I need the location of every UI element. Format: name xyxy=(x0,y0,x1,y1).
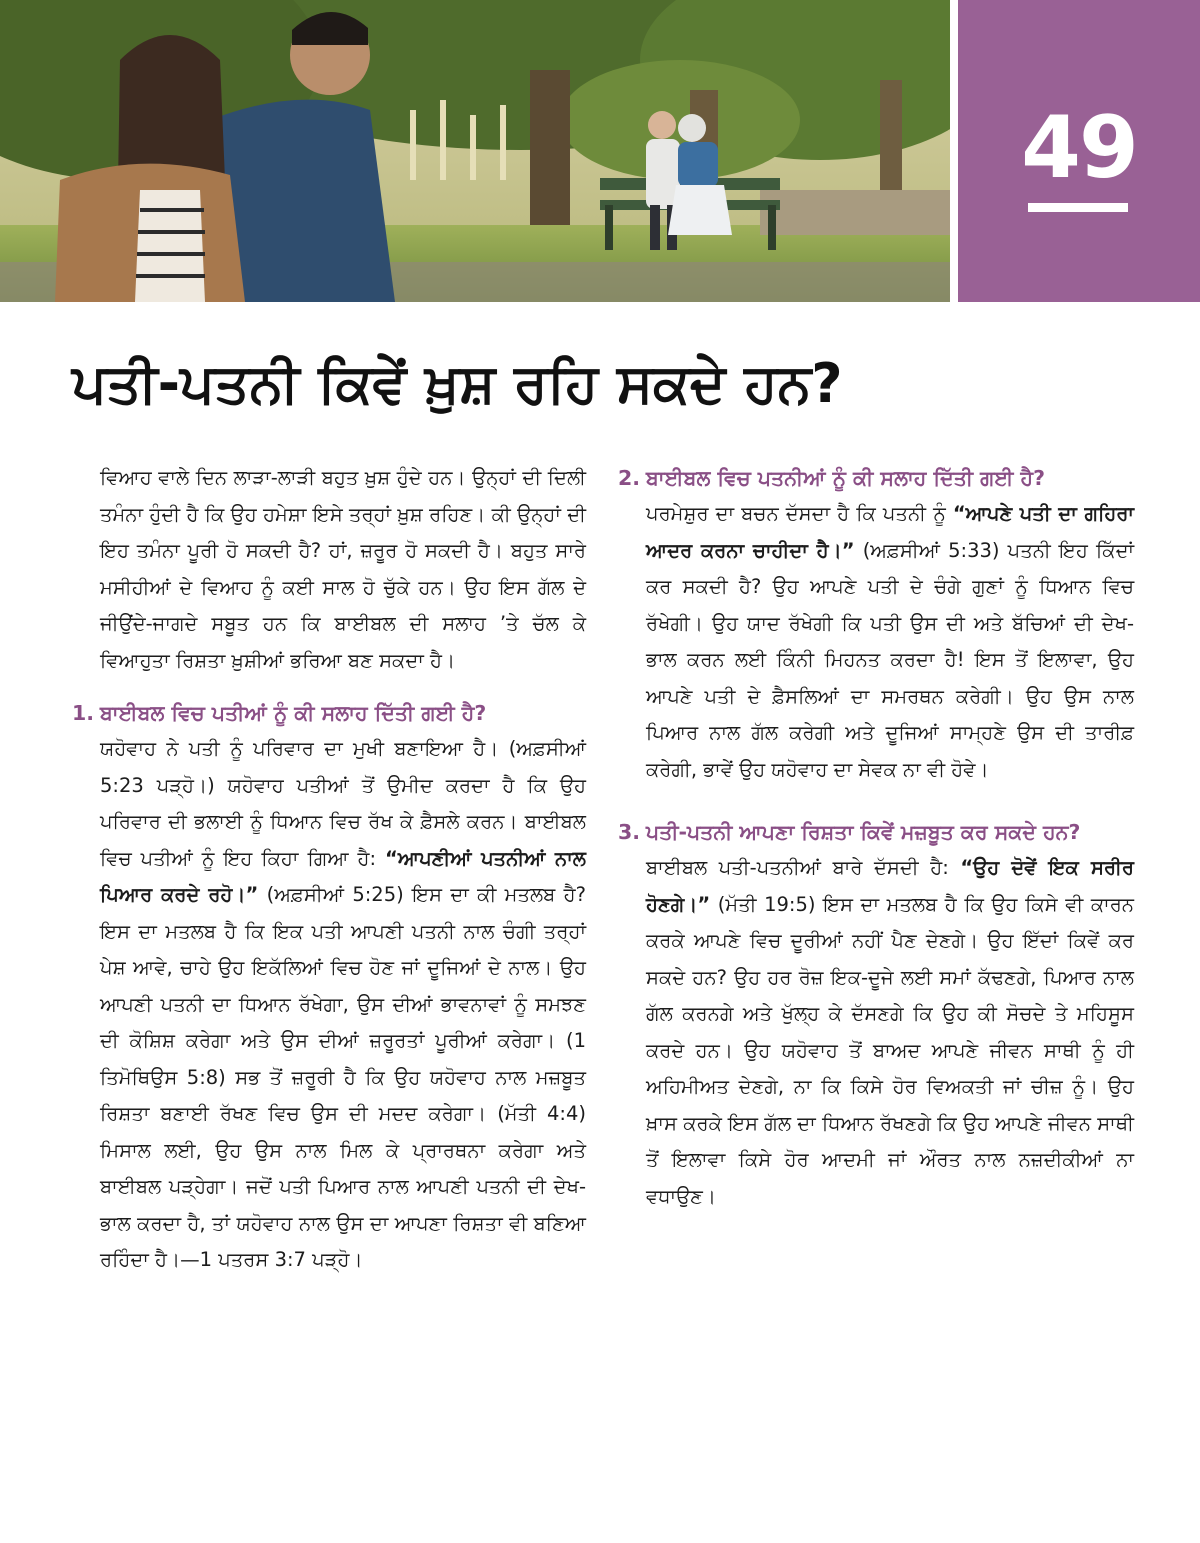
lesson-number: 49 xyxy=(1021,98,1137,198)
answer-1-quote: “ਆਪਣੀਆਂ ਪਤਨੀਆਂ ਨਾਲ ਪਿਆਰ ਕਰਦੇ ਰਹੋ।” xyxy=(100,846,586,906)
question-2-number: 2. xyxy=(618,466,641,490)
answer-2-paragraph xyxy=(646,496,1134,788)
question-2-text: ਬਾਈਬਲ ਵਿਚ ਪਤਨੀਆਂ ਨੂੰ ਕੀ ਸਲਾਹ ਦਿੱਤੀ ਗਈ ਹੈ? xyxy=(646,466,1046,490)
question-3-number: 3. xyxy=(618,820,641,844)
header-photo xyxy=(0,0,950,302)
answer-3-text-a: ਬਾਈਬਲ ਪਤੀ-ਪਤਨੀਆਂ ਬਾਰੇ ਦੱਸਦੀ ਹੈ: xyxy=(646,856,961,879)
answer-3-text-b: (ਮੱਤੀ 19:5) ਇਸ ਦਾ ਮਤਲਬ ਹੈ ਕਿ ਉਹ ਕਿਸੇ ਵੀ ਕਾਰਨ ਕਰਕੇ ਆਪਣੇ ਵਿਚ ਦੂਰੀਆਂ ਨਹੀਂ ਪੈਣ ਦੇਣਗੇ। ਉਹ ਇੱਦਾਂ ਕਿਵੇਂ ਕਰ ਸਕਦੇ ਹਨ? ਉਹ ਹਰ ਰੋਜ਼ ਇਕ-ਦੂਜੇ ਲਈ ਸਮਾਂ ਕੱਢਣਗੇ, ਪਿਆਰ ਨਾਲ ਗੱਲ ਕਰਨਗੇ ਅਤੇ ਖੁੱਲ੍ਹ ਕੇ ਦੱਸਣਗੇ ਕਿ ਉਹ ਕੀ ਸੋਚਦੇ ਤੇ ਮਹਿਸੂਸ ਕਰਦੇ ਹਨ। ਉਹ ਯਹੋਵਾਹ ਤੋਂ ਬਾਅਦ ਆਪਣੇ ਜੀਵਨ ਸਾਥੀ ਨੂੰ ਹੀ ਅਹਿਮੀਅਤ ਦੇਣਗੇ, ਨਾ ਕਿ ਕਿਸੇ ਹੋਰ ਵਿਅਕਤੀ ਜਾਂ ਚੀਜ਼ ਨੂੰ। ਉਹ ਖ਼ਾਸ ਕਰਕੇ ਇਸ ਗੱਲ ਦਾ ਧਿਆਨ ਰੱਖਣਗੇ ਕਿ ਉਹ ਆਪਣੇ ਜੀਵਨ ਸਾਥੀ ਤੋਂ ਇਲਾਵਾ ਕਿਸੇ ਹੋਰ ਆਦਮੀ ਜਾਂ ਔਰਤ ਨਾਲ ਨਜ਼ਦੀਕੀਆਂ ਨਾ ਵਧਾਉਣ। xyxy=(646,892,1134,1208)
intro-paragraph: ਵਿਆਹ ਵਾਲੇ ਦਿਨ ਲਾੜਾ-ਲਾੜੀ ਬਹੁਤ ਖ਼ੁਸ਼ ਹੁੰਦੇ ਹਨ। ਉਨ੍ਹਾਂ ਦੀ ਦਿਲੀ ਤਮੰਨਾ ਹੁੰਦੀ ਹੈ ਕਿ ਉਹ ਹਮੇਸ਼ਾ ਇਸੇ ਤਰ੍ਹਾਂ ਖ਼ੁਸ਼ ਰਹਿਣ। ਕੀ ਉਨ੍ਹਾਂ ਦੀ ਇਹ ਤਮੰਨਾ ਪੂਰੀ ਹੋ ਸਕਦੀ ਹੈ? ਹਾਂ, ਜ਼ਰੂਰ ਹੋ ਸਕਦੀ ਹੈ। ਬਹੁਤ ਸਾਰੇ ਮਸੀਹੀਆਂ ਦੇ ਵਿਆਹ ਨੂੰ ਕਈ ਸਾਲ ਹੋ ਚੁੱਕੇ ਹਨ। ਉਹ ਇਸ ਗੱਲ ਦੇ ਜੀਉਂਦੇ-ਜਾਗਦੇ ਸਬੂਤ ਹਨ ਕਿ ਬਾਈਬਲ ਦੀ ਸਲਾਹ ’ਤੇ ਚੱਲ ਕੇ ਵਿਆਹੁਤਾ ਰਿਸ਼ਤਾ ਖ਼ੁਸ਼ੀਆਂ ਭਰਿਆ ਬਣ ਸਕਦਾ ਹੈ। xyxy=(100,466,586,672)
answer-2-text-b: (ਅਫ਼ਸੀਆਂ 5:33) ਪਤਨੀ ਇਹ ਕਿੱਦਾਂ ਕਰ ਸਕਦੀ ਹੈ? ਉਹ ਆਪਣੇ ਪਤੀ ਦੇ ਚੰਗੇ ਗੁਣਾਂ ਨੂੰ ਧਿਆਨ ਵਿਚ ਰੱਖੇਗੀ। ਉਹ ਯਾਦ ਰੱਖੇਗੀ ਕਿ ਪਤੀ ਉਸ ਦੀ ਅਤੇ ਬੱਚਿਆਂ ਦੀ ਦੇਖ-ਭਾਲ ਕਰਨ ਲਈ ਕਿੰਨੀ ਮਿਹਨਤ ਕਰਦਾ ਹੈ! ਇਸ ਤੋਂ ਇਲਾਵਾ, ਉਹ ਆਪਣੇ ਪਤੀ ਦੇ ਫ਼ੈਸਲਿਆਂ ਦਾ ਸਮਰਥਨ ਕਰੇਗੀ। ਉਹ ਉਸ ਨਾਲ ਪਿਆਰ ਨਾਲ ਗੱਲ ਕਰੇਗੀ ਅਤੇ ਦੂਜਿਆਂ ਸਾਮ੍ਹਣੇ ਉਸ ਦੀ ਤਾਰੀਫ਼ ਕਰੇਗੀ, ਭਾਵੇਂ ਉਹ ਯਹੋਵਾਹ ਦਾ ਸੇਵਕ ਨਾ ਵੀ ਹੋਵੇ। xyxy=(646,538,1134,781)
answer-1-paragraph xyxy=(100,731,586,1279)
answer-3-quote: “ਉਹ ਦੋਵੇਂ ਇਕ ਸਰੀਰ ਹੋਣਗੇ।” xyxy=(646,856,1134,916)
question-1 xyxy=(72,695,586,731)
answer-1-text-b: (ਅਫ਼ਸੀਆਂ 5:25) ਇਸ ਦਾ ਕੀ ਮਤਲਬ ਹੈ? ਇਸ ਦਾ ਮਤਲਬ ਹੈ ਕਿ ਇਕ ਪਤੀ ਆਪਣੀ ਪਤਨੀ ਨਾਲ ਚੰਗੀ ਤਰ੍ਹਾਂ ਪੇਸ਼ ਆਵੇ, ਚਾਹੇ ਉਹ ਇਕੱਲਿਆਂ ਵਿਚ ਹੋਣ ਜਾਂ ਦੂਜਿਆਂ ਦੇ ਨਾਲ। ਉਹ ਆਪਣੀ ਪਤਨੀ ਦਾ ਧਿਆਨ ਰੱਖੇਗਾ, ਉਸ ਦੀਆਂ ਭਾਵਨਾਵਾਂ ਨੂੰ ਸਮਝਣ ਦੀ ਕੋਸ਼ਿਸ਼ ਕਰੇਗਾ ਅਤੇ ਉਸ ਦੀਆਂ ਜ਼ਰੂਰਤਾਂ ਪੂਰੀਆਂ ਕਰੇਗਾ। (1 ਤਿਮੋਥਿਉਸ 5:8) ਸਭ ਤੋਂ ਜ਼ਰੂਰੀ ਹੈ ਕਿ ਉਹ ਯਹੋਵਾਹ ਨਾਲ ਮਜ਼ਬੂਤ ਰਿਸ਼ਤਾ ਬਣਾਈ ਰੱਖਣ ਵਿਚ ਉਸ ਦੀ ਮਦਦ ਕਰੇਗਾ। (ਮੱਤੀ 4:4) ਮਿਸਾਲ ਲਈ, ਉਹ ਉਸ ਨਾਲ ਮਿਲ ਕੇ ਪ੍ਰਾਰਥਨਾ ਕਰੇਗਾ ਅਤੇ ਬਾਈਬਲ ਪੜ੍ਹੇਗਾ। ਜਦੋਂ ਪਤੀ ਪਿਆਰ ਨਾਲ ਆਪਣੀ ਪਤਨੀ ਦੀ ਦੇਖ-ਭਾਲ ਕਰਦਾ ਹੈ, ਤਾਂ ਯਹੋਵਾਹ ਨਾਲ ਉਸ ਦਾ ਆਪਣਾ ਰਿਸ਼ਤਾ ਵੀ ਬਣਿਆ ਰਹਿੰਦਾ ਹੈ।—1 ਪਤਰਸ 3:7 ਪੜ੍ਹੋ। xyxy=(100,883,586,1271)
question-3 xyxy=(618,814,1134,850)
question-1-text: ਬਾਈਬਲ ਵਿਚ ਪਤੀਆਂ ਨੂੰ ਕੀ ਸਲਾਹ ਦਿੱਤੀ ਗਈ ਹੈ? xyxy=(100,701,487,725)
answer-2-text-a: ਪਰਮੇਸ਼ੁਰ ਦਾ ਬਚਨ ਦੱਸਦਾ ਹੈ ਕਿ ਪਤਨੀ ਨੂੰ xyxy=(646,502,953,525)
park-couples-illustration xyxy=(0,0,950,302)
answer-3-paragraph xyxy=(646,850,1134,1215)
question-1-number: 1. xyxy=(72,701,95,725)
question-2 xyxy=(618,460,1134,496)
left-column xyxy=(72,460,586,1295)
question-3-text: ਪਤੀ-ਪਤਨੀ ਆਪਣਾ ਰਿਸ਼ਤਾ ਕਿਵੇਂ ਮਜ਼ਬੂਤ ਕਰ ਸਕਦੇ ਹਨ? xyxy=(646,820,1081,844)
lesson-number-block xyxy=(958,0,1200,302)
right-column xyxy=(618,460,1135,1231)
answer-2-quote: “ਆਪਣੇ ਪਤੀ ਦਾ ਗਹਿਰਾ ਆਦਰ ਕਰਨਾ ਚਾਹੀਦਾ ਹੈ।” xyxy=(646,502,1135,562)
lesson-number-underline xyxy=(1028,203,1128,212)
answer-1-text-a: ਯਹੋਵਾਹ ਨੇ ਪਤੀ ਨੂੰ ਪਰਿਵਾਰ ਦਾ ਮੁਖੀ ਬਣਾਇਆ ਹੈ। (ਅਫ਼ਸੀਆਂ 5:23 ਪੜ੍ਹੋ।) ਯਹੋਵਾਹ ਪਤੀਆਂ ਤੋਂ ਉਮੀਦ ਕਰਦਾ ਹੈ ਕਿ ਉਹ ਪਰਿਵਾਰ ਦੀ ਭਲਾਈ ਨੂੰ ਧਿਆਨ ਵਿਚ ਰੱਖ ਕੇ ਫ਼ੈਸਲੇ ਕਰਨ। ਬਾਈਬਲ ਵਿਚ ਪਤੀਆਂ ਨੂੰ ਇਹ ਕਿਹਾ ਗਿਆ ਹੈ: xyxy=(100,737,586,870)
page-title: ਪਤੀ-ਪਤਨੀ ਕਿਵੇਂ ਖ਼ੁਸ਼ ਰਹਿ ਸਕਦੇ ਹਨ? xyxy=(72,352,843,415)
